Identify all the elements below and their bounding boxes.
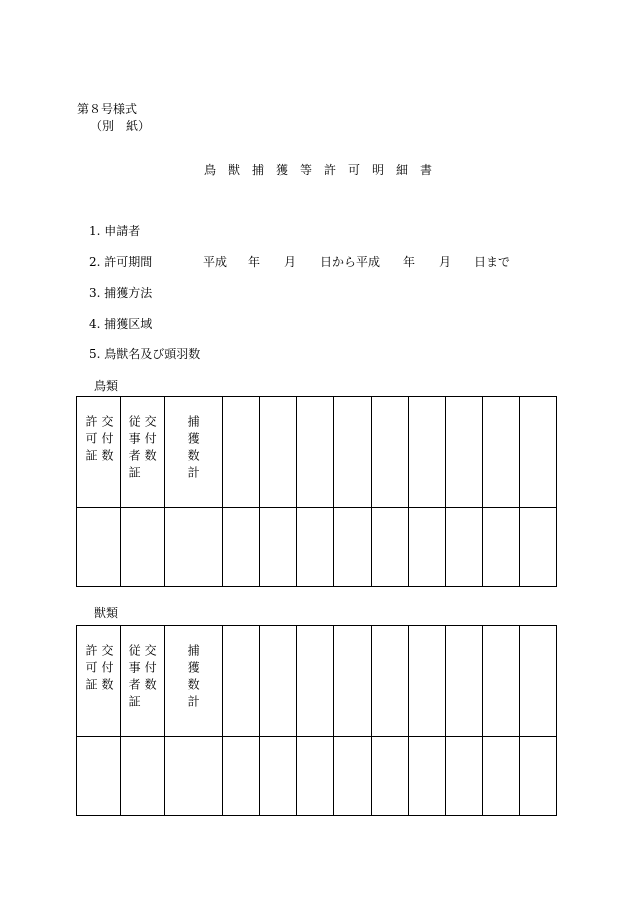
table-cell[interactable] [260,737,297,816]
worker-cert-issued-header [121,626,165,737]
header-text: 交付数 [100,644,114,695]
period-era-start: 平成 [203,255,228,269]
period-day-end: 日まで [474,255,511,269]
header-text: 許可証 [84,644,98,695]
table-cell[interactable] [297,737,334,816]
permit-issued-header [77,626,121,737]
item-capture-method: 3. 捕獲方法 [89,286,153,300]
capture-total-header [165,397,223,508]
capture-total-header [165,626,223,737]
header-text: 許可証 [84,415,98,466]
header-text: 交付数 [143,415,158,466]
table-cell[interactable] [260,626,297,737]
table-cell[interactable] [165,508,223,587]
table-cell[interactable] [371,397,408,508]
mammals-table [76,625,557,816]
table-cell[interactable] [519,508,556,587]
table-cell[interactable] [408,737,445,816]
header-text: 交付数 [143,644,158,695]
table-cell[interactable] [77,508,121,587]
period-month-start: 月 [284,255,297,269]
table-cell[interactable] [334,508,371,587]
table-cell[interactable] [297,508,334,587]
table-cell[interactable] [223,508,260,587]
worker-cert-issued-header [121,397,165,508]
form-number: 第８号様式 [77,102,138,116]
header-text: 交付数 [100,415,114,466]
table-cell[interactable] [482,737,519,816]
table-cell[interactable] [260,397,297,508]
table-cell[interactable] [121,508,165,587]
table-cell[interactable] [408,508,445,587]
table-cell[interactable] [297,626,334,737]
table-cell[interactable] [371,508,408,587]
table-row [77,508,557,587]
table-row [77,737,557,816]
birds-label: 鳥類 [94,379,119,393]
item-capture-area: 4. 捕獲区域 [89,317,153,331]
item-species-count: 5. 鳥獣名及び頭羽数 [89,347,201,361]
mammals-label: 獣類 [94,606,119,620]
header-text: 従事者証 [127,644,142,712]
item-permit-period: 2. 許可期間 [89,255,153,269]
table-cell[interactable] [223,737,260,816]
header-text: 従事者証 [127,415,142,483]
birds-table [76,396,557,587]
table-cell[interactable] [334,626,371,737]
period-year-start: 年 [248,255,261,269]
table-cell[interactable] [408,626,445,737]
table-cell[interactable] [445,508,482,587]
table-cell[interactable] [445,737,482,816]
table-cell[interactable] [408,397,445,508]
period-month-end: 月 [439,255,452,269]
table-cell[interactable] [223,397,260,508]
table-cell[interactable] [121,737,165,816]
table-cell[interactable] [482,626,519,737]
table-cell[interactable] [297,397,334,508]
header-text: 捕獲数計 [186,644,201,712]
table-header-row [77,397,557,508]
document-title: 鳥 獣 捕 獲 等 許 可 明 細 書 [204,163,433,177]
attachment-label: （別 紙） [90,119,151,133]
table-cell[interactable] [519,626,556,737]
table-cell[interactable] [334,737,371,816]
table-header-row [77,626,557,737]
table-cell[interactable] [519,737,556,816]
table-cell[interactable] [445,626,482,737]
table-cell[interactable] [482,508,519,587]
table-cell[interactable] [371,626,408,737]
item-applicant: 1. 申請者 [89,224,141,238]
header-text: 捕獲数計 [186,415,201,483]
table-cell[interactable] [165,737,223,816]
period-day-start: 日から平成 [320,255,381,269]
table-cell[interactable] [519,397,556,508]
period-year-end: 年 [403,255,416,269]
permit-issued-header [77,397,121,508]
table-cell[interactable] [334,397,371,508]
table-cell[interactable] [260,508,297,587]
table-cell[interactable] [77,737,121,816]
table-cell[interactable] [223,626,260,737]
table-cell[interactable] [371,737,408,816]
table-cell[interactable] [482,397,519,508]
table-cell[interactable] [445,397,482,508]
